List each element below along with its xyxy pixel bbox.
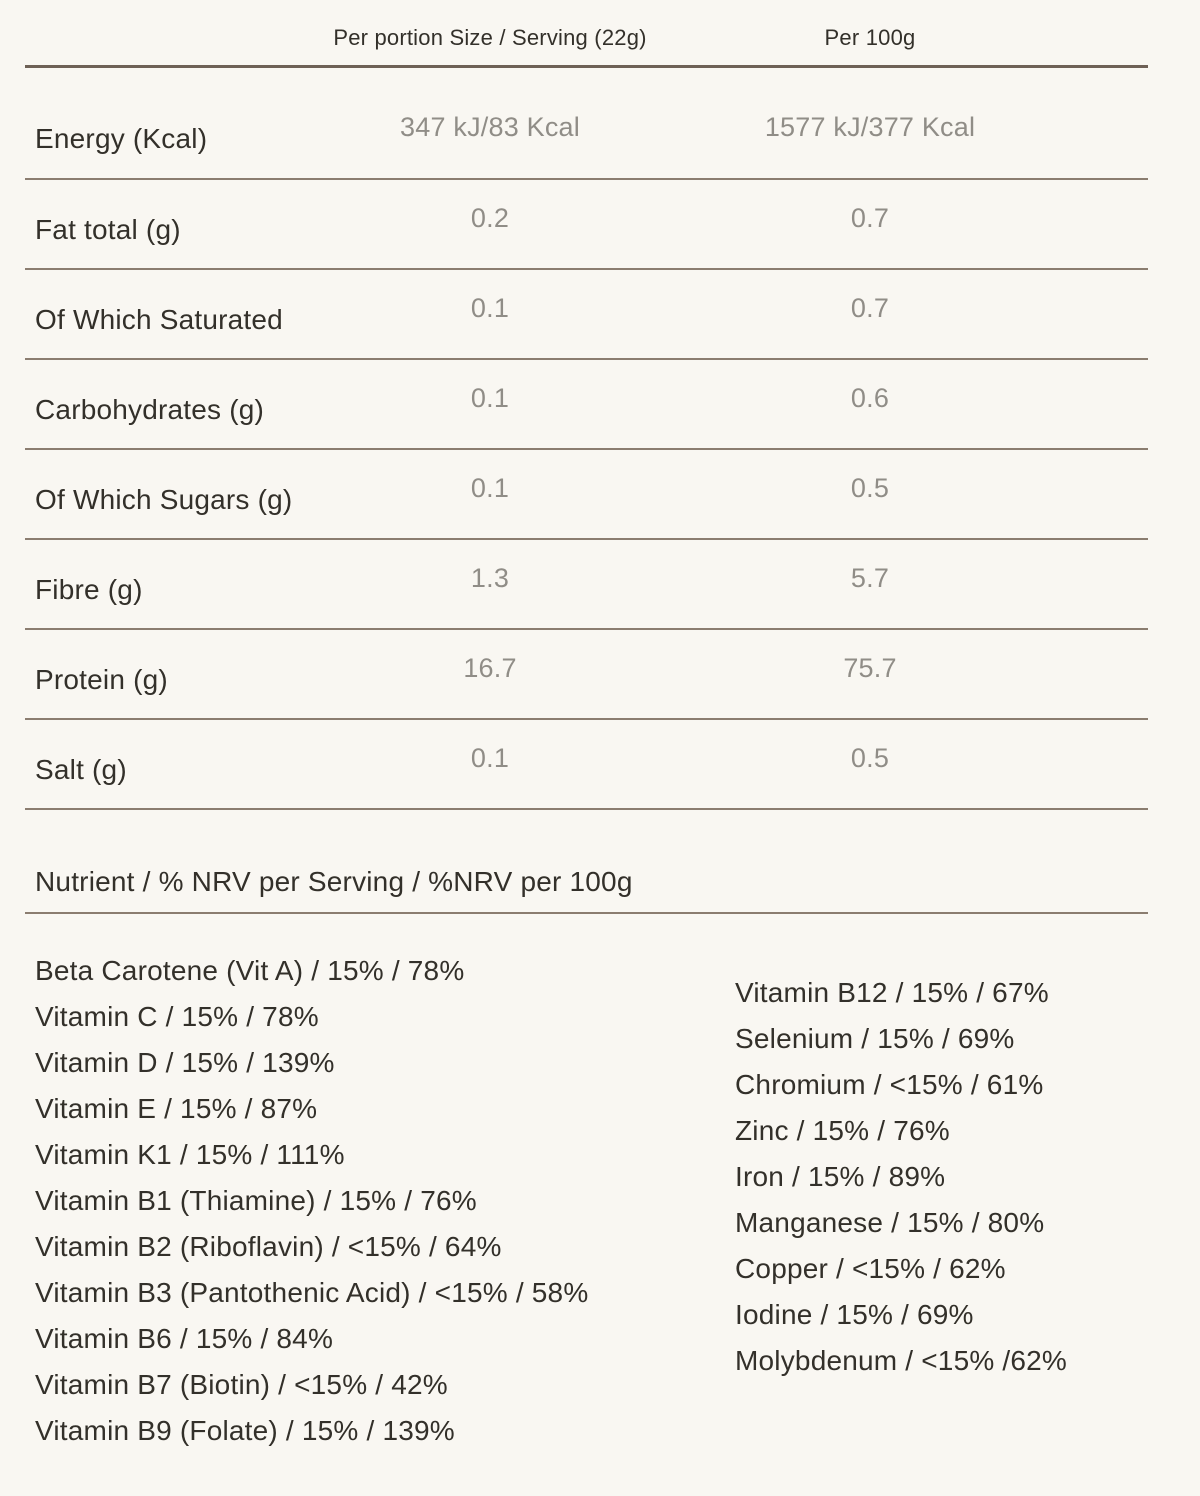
row-label: Of Which Sugars (g) (35, 484, 293, 515)
serving-value: 0.1 (470, 742, 510, 773)
serving-value: 347 kJ/83 Kcal (400, 111, 580, 142)
table-row (25, 68, 1148, 180)
per100g-value: 0.5 (850, 742, 890, 773)
per100g-value: 0.7 (850, 292, 890, 323)
serving-value: 0.1 (470, 292, 510, 323)
row-label: Fat total (g) (35, 214, 181, 245)
nutrient-item: Vitamin B2 (Riboflavin) / <15% / 64% (35, 1231, 502, 1262)
nrv-heading: Nutrient / % NRV per Serving / %NRV per 100g (25, 810, 1148, 914)
per100g-value: 0.5 (850, 472, 890, 503)
nutrient-item: Iodine / 15% / 69% (735, 1299, 974, 1330)
column-header-per100g: Per 100g (824, 24, 916, 50)
nutrient-item: Copper / <15% / 62% (735, 1253, 1006, 1284)
table-row (25, 180, 1148, 270)
nrv-list-left (35, 948, 735, 1454)
nutrient-item: Manganese / 15% / 80% (735, 1207, 1045, 1238)
table-row (25, 720, 1148, 810)
table-row (25, 630, 1148, 720)
per100g-value: 5.7 (850, 562, 890, 593)
nutrient-item: Iron / 15% / 89% (735, 1161, 946, 1192)
nutrient-item: Vitamin B3 (Pantothenic Acid) / <15% / 58% (35, 1277, 589, 1308)
row-label: Of Which Saturated (35, 304, 283, 335)
per100g-value: 1577 kJ/377 Kcal (764, 111, 976, 142)
row-label: Salt (g) (35, 754, 127, 785)
nutrient-item: Vitamin B12 / 15% / 67% (735, 977, 1049, 1008)
nutrient-item: Molybdenum / <15% /62% (735, 1345, 1068, 1376)
serving-value: 16.7 (463, 652, 517, 683)
table-row (25, 270, 1148, 360)
serving-value: 0.2 (470, 202, 510, 233)
nutrient-item: Vitamin D / 15% / 139% (35, 1047, 335, 1078)
nutrient-item: Vitamin E / 15% / 87% (35, 1093, 318, 1124)
nutrient-item: Vitamin C / 15% / 78% (35, 1001, 319, 1032)
per100g-value: 0.6 (850, 382, 890, 413)
nutrient-item: Vitamin B7 (Biotin) / <15% / 42% (35, 1369, 448, 1400)
nutrient-item: Selenium / 15% / 69% (735, 1023, 1015, 1054)
table-row (25, 360, 1148, 450)
nutrient-item: Vitamin B6 / 15% / 84% (35, 1323, 334, 1354)
serving-value: 0.1 (470, 382, 510, 413)
nrv-columns (25, 914, 1148, 1454)
nutrient-item: Zinc / 15% / 76% (735, 1115, 950, 1146)
per100g-value: 75.7 (843, 652, 897, 683)
nutrition-table (25, 68, 1148, 810)
nutrient-item: Vitamin K1 / 15% / 111% (35, 1139, 345, 1170)
row-label: Protein (g) (35, 664, 168, 695)
per100g-value: 0.7 (850, 202, 890, 233)
row-label: Fibre (g) (35, 574, 143, 605)
table-row (25, 540, 1148, 630)
nutrient-item: Vitamin B1 (Thiamine) / 15% / 76% (35, 1185, 477, 1216)
nutrient-item: Beta Carotene (Vit A) / 15% / 78% (35, 955, 465, 986)
serving-value: 0.1 (470, 472, 510, 503)
nutrient-item: Chromium / <15% / 61% (735, 1069, 1044, 1100)
nrv-list-right (735, 970, 1148, 1454)
serving-value: 1.3 (470, 562, 510, 593)
column-header-serving: Per portion Size / Serving (22g) (333, 24, 647, 50)
table-row (25, 450, 1148, 540)
row-label: Carbohydrates (g) (35, 394, 265, 425)
row-label: Energy (Kcal) (35, 123, 208, 154)
nutrition-sheet (25, 0, 1148, 1454)
nutrient-item: Vitamin B9 (Folate) / 15% / 139% (35, 1415, 455, 1446)
table-header-row (25, 0, 1148, 68)
